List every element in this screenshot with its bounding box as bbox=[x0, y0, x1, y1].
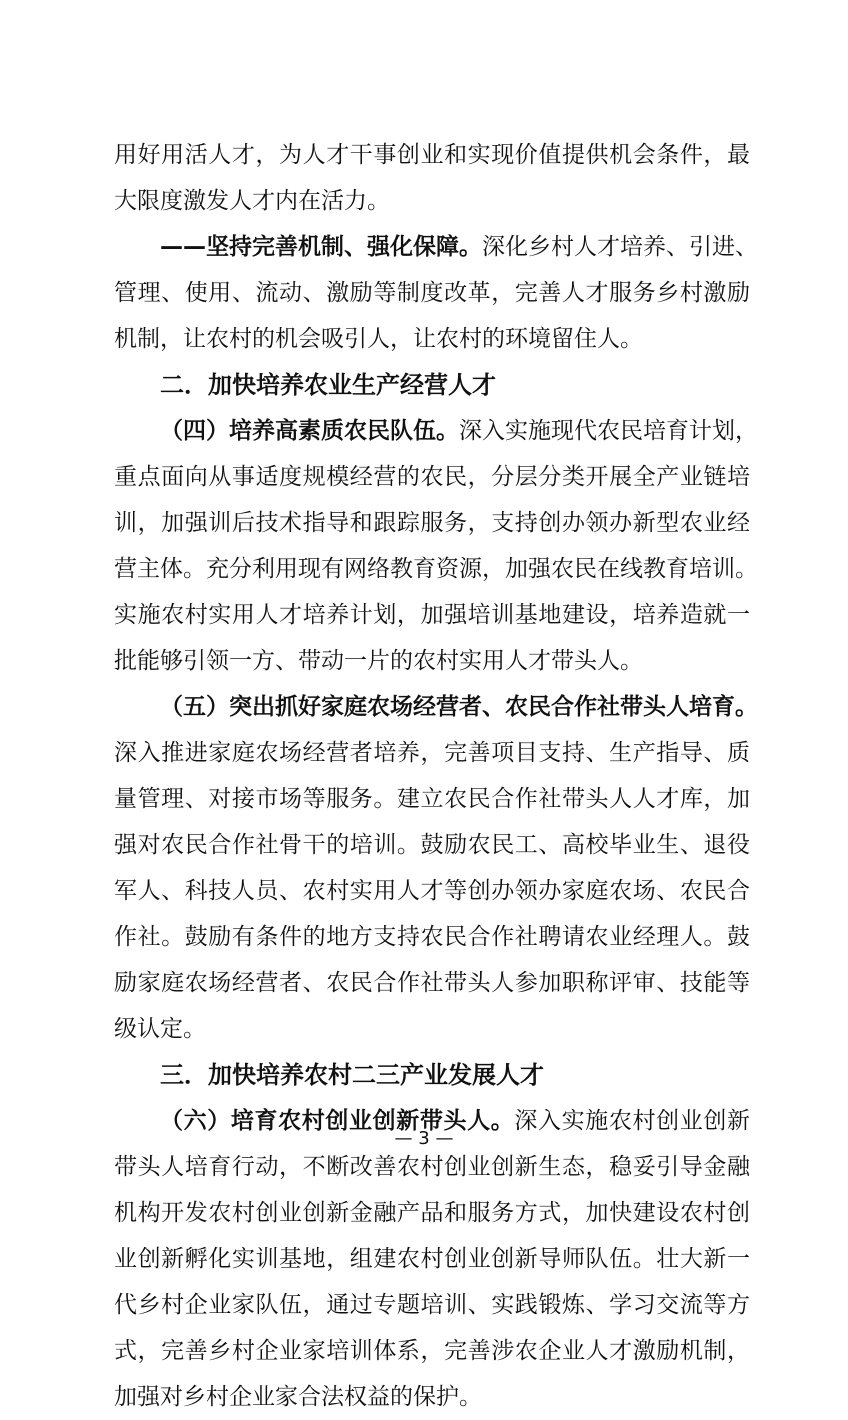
paragraph-line: 量管理、对接市场等服务。建立农民合作社带头人人才库，加 bbox=[114, 786, 750, 812]
paragraph-lead: （六）培育农村创业创新带头人。 bbox=[160, 1108, 515, 1134]
paragraph-line: 营主体。充分利用现有网络教育资源，加强农民在线教育培训。 bbox=[114, 556, 758, 582]
paragraph-line: 机制，让农村的机会吸引人，让农村的环境留住人。 bbox=[114, 326, 643, 352]
paragraph-line: 重点面向从事适度规模经营的农民，分层分类开展全产业链培 bbox=[114, 464, 750, 490]
section-heading: 三．加快培养农村二三产业发展人才 bbox=[160, 1061, 544, 1089]
paragraph-line: 式，完善乡村企业家培训体系，完善涉农企业人才激励机制， bbox=[114, 1338, 750, 1364]
paragraph-line: 用好用活人才，为人才干事创业和实现价值提供机会条件，最 bbox=[114, 142, 750, 168]
paragraph-text: 深入实施现代农民培育计划， bbox=[459, 418, 758, 444]
paragraph-line: 强对农民合作社骨干的培训。鼓励农民工、高校毕业生、退役 bbox=[114, 832, 750, 858]
paragraph-line: 深入推进家庭农场经营者培养，完善项目支持、生产指导、质 bbox=[114, 740, 750, 766]
paragraph-lead: ——坚持完善机制、强化保障。 bbox=[160, 234, 482, 260]
paragraph-line: 机构开发农村创业创新金融产品和服务方式，加快建设农村创 bbox=[114, 1200, 750, 1226]
paragraph-lead: （四）培养高素质农民队伍。 bbox=[160, 418, 459, 444]
paragraph-line: 军人、科技人员、农村实用人才等创办领办家庭农场、农民合 bbox=[114, 878, 750, 904]
paragraph-text: 深入实施农村创业创新 bbox=[514, 1108, 750, 1134]
paragraph-line: 大限度激发人才内在活力。 bbox=[114, 188, 390, 214]
paragraph-line: 带头人培育行动，不断改善农村创业创新生态，稳妥引导金融 bbox=[114, 1154, 750, 1180]
paragraph-line bbox=[114, 684, 758, 730]
paragraph-line: 励家庭农场经营者、农民合作社带头人参加职称评审、技能等 bbox=[114, 970, 750, 996]
page-number: — 3 — bbox=[394, 1128, 454, 1149]
paragraph-line: 实施农村实用人才培养计划，加强培训基地建设，培养造就一 bbox=[114, 602, 750, 628]
paragraph-line: 级认定。 bbox=[114, 1016, 206, 1042]
paragraph-line: 业创新孵化实训基地，组建农村创业创新导师队伍。壮大新一 bbox=[114, 1246, 750, 1272]
section-heading: 二．加快培养农业生产经营人才 bbox=[160, 371, 496, 399]
paragraph-line bbox=[114, 408, 758, 454]
paragraph-line: 代乡村企业家队伍，通过专题培训、实践锻炼、学习交流等方 bbox=[114, 1292, 750, 1318]
paragraph-line: 加强对乡村企业家合法权益的保护。 bbox=[114, 1384, 482, 1410]
paragraph-line bbox=[114, 224, 758, 270]
paragraph-line: 批能够引领一方、带动一片的农村实用人才带头人。 bbox=[114, 648, 643, 674]
paragraph-line: 训，加强训后技术指导和跟踪服务，支持创办领办新型农业经 bbox=[114, 510, 750, 536]
paragraph-lead: （五）突出抓好家庭农场经营者、农民合作社带头人培育。 bbox=[160, 694, 758, 720]
paragraph-line: 管理、使用、流动、激励等制度改革，完善人才服务乡村激励 bbox=[114, 280, 750, 306]
paragraph-line: 作社。鼓励有条件的地方支持农民合作社聘请农业经理人。鼓 bbox=[114, 924, 750, 950]
document-body bbox=[114, 132, 758, 1420]
paragraph-text: 深化乡村人才培养、引进、 bbox=[482, 234, 758, 260]
